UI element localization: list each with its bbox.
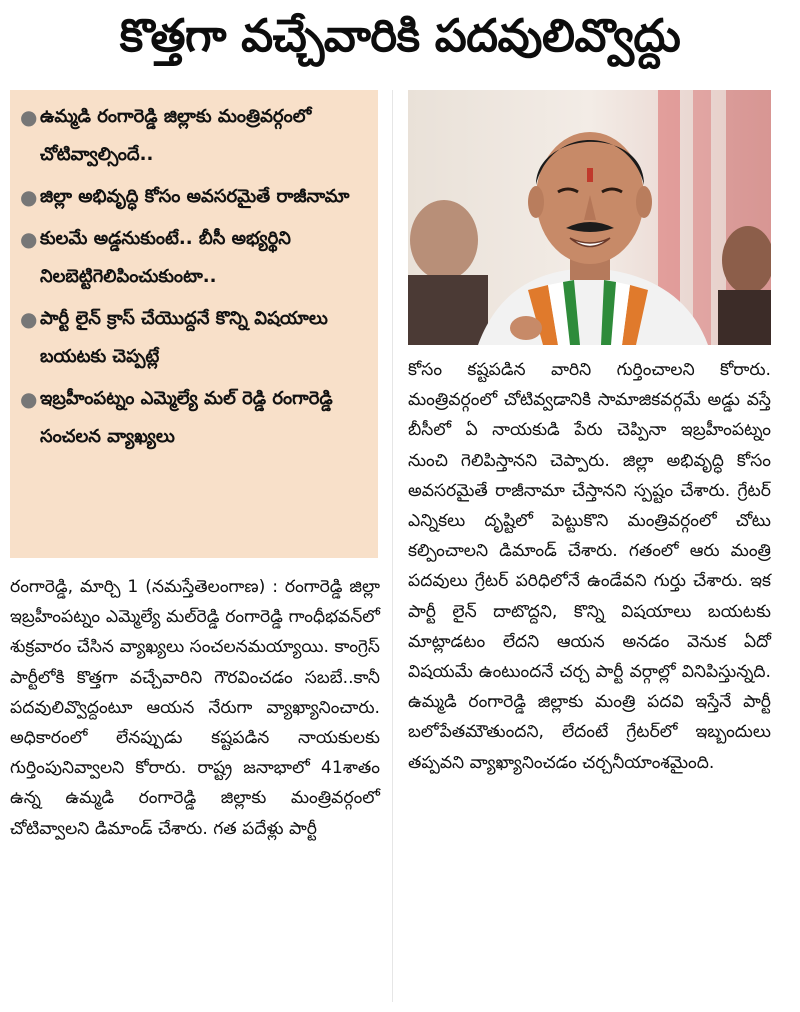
highlight-item bbox=[20, 220, 368, 296]
article-body-right: కోసం కష్టపడిన వారిని గుర్తించాలని కోరారు. మంత్రివర్గంలో చోటివ్వడానికి సామాజికవర్గమే అడ్డు వస్తే బీసీలో ఏ నాయకుడి పేరు చెప్పినా ఇబ్రహీంపట్నం నుంచి గెలిపిస్తానని చెప్పారు. జిల్లా అభివృద్ధి కోసం అవసరమైతే రాజీనామా చేస్తానని స్పష్టం చేశారు. గ్రేటర్ ఎన్నికలు దృష్టిలో పెట్టుకొని మంత్రివర్గంలో చోటు కల్పించాలని డిమాండ్ చేశారు. గతంలో ఆరు మంత్రి పదవులు గ్రేటర్ పరిధిలోనే ఉండేవని గుర్తు చేశారు. ఇక పార్టీ లైన్ దాటొద్దని, కొన్ని విషయాలు బయటకు మాట్లాడటం లేదని ఆయన అనడం వెనుక ఏదో విషయమే ఉంటుందనే చర్చ పార్టీ వర్గాల్లో వినిపిస్తున్నది. ఉమ్మడి రంగారెడ్డి జిల్లాకు మంత్రి పదవి ఇస్తేనే పార్టీ బలోపేతమౌతుందని, లేదంటే గ్రేటర్‌లో ఇబ్బందులు తప్పవని వ్యాఖ్యానించడం చర్చనీయాంశమైంది. bbox=[408, 360, 771, 773]
highlight-item bbox=[20, 300, 368, 376]
bullet-icon: ● bbox=[20, 307, 38, 331]
headline: కొత్తగా వచ్చేవారికి పదవులివ్వొద్దు bbox=[119, 9, 681, 62]
bullet-icon: ● bbox=[20, 185, 38, 209]
bullet-icon: ● bbox=[20, 105, 38, 129]
highlight-text: ఉమ్మడి రంగారెడ్డి జిల్లాకు మంత్రివర్గంలో చోటివ్వాల్సిందే.. bbox=[40, 106, 312, 165]
highlight-text: జిల్లా అభివృద్ధి కోసం అవసరమైతే రాజీనామా bbox=[40, 186, 350, 207]
highlight-item bbox=[20, 98, 368, 174]
portrait-photo bbox=[408, 90, 771, 345]
highlight-item bbox=[20, 380, 368, 456]
highlight-text: పార్టీ లైన్ క్రాస్ చేయొద్దనే కొన్ని విషయాలు బయటకు చెప్పట్లే bbox=[40, 308, 328, 367]
highlight-text: ఇబ్రహీంపట్నం ఎమ్మెల్యే మల్ రెడ్డి రంగారెడ్డి సంచలన వ్యాఖ్యలు bbox=[40, 388, 333, 447]
portrait-illustration bbox=[408, 90, 771, 345]
highlights-box bbox=[10, 90, 378, 558]
highlight-text: కులమే అడ్డనుకుంటే.. బీసీ అభ్యర్థిని నిలబెట్టిగెలిపించుకుంటా.. bbox=[40, 228, 291, 287]
article-body-left: రంగారెడ్డి, మార్చి 1 (నమస్తేతెలంగాణ) : రంగారెడ్డి జిల్లా ఇబ్రహీంపట్నం ఎమ్మెల్యే మల్‌రెడ్డి రంగారెడ్డి గాంధీభవన్‌లో శుక్రవారం చేసిన వ్యాఖ్యలు సంచలనమయ్యాయి. కాంగ్రెస్ పార్టీలోకి కొత్తగా వచ్చేవారిని గౌరవించడం సబబే..కానీ పదవులివ్వొద్దంటూ ఆయన నేరుగా వ్యాఖ్యానించారు. అధికారంలో లేనప్పుడు కష్టపడిన నాయకులకు గుర్తింపునివ్వాలని కోరారు. రాష్ట్ర జనాభాలో 41శాతం ఉన్న ఉమ్మడి రంగారెడ్డి జిల్లాకు మంత్రివర్గంలో చోటివ్వాలని డిమాండ్ చేశారు. గత పదేళ్లు పార్టీ bbox=[10, 577, 380, 839]
bullet-icon: ● bbox=[20, 387, 38, 411]
highlight-item bbox=[20, 178, 368, 216]
column-divider bbox=[392, 90, 393, 1002]
bullet-icon: ● bbox=[20, 227, 38, 251]
